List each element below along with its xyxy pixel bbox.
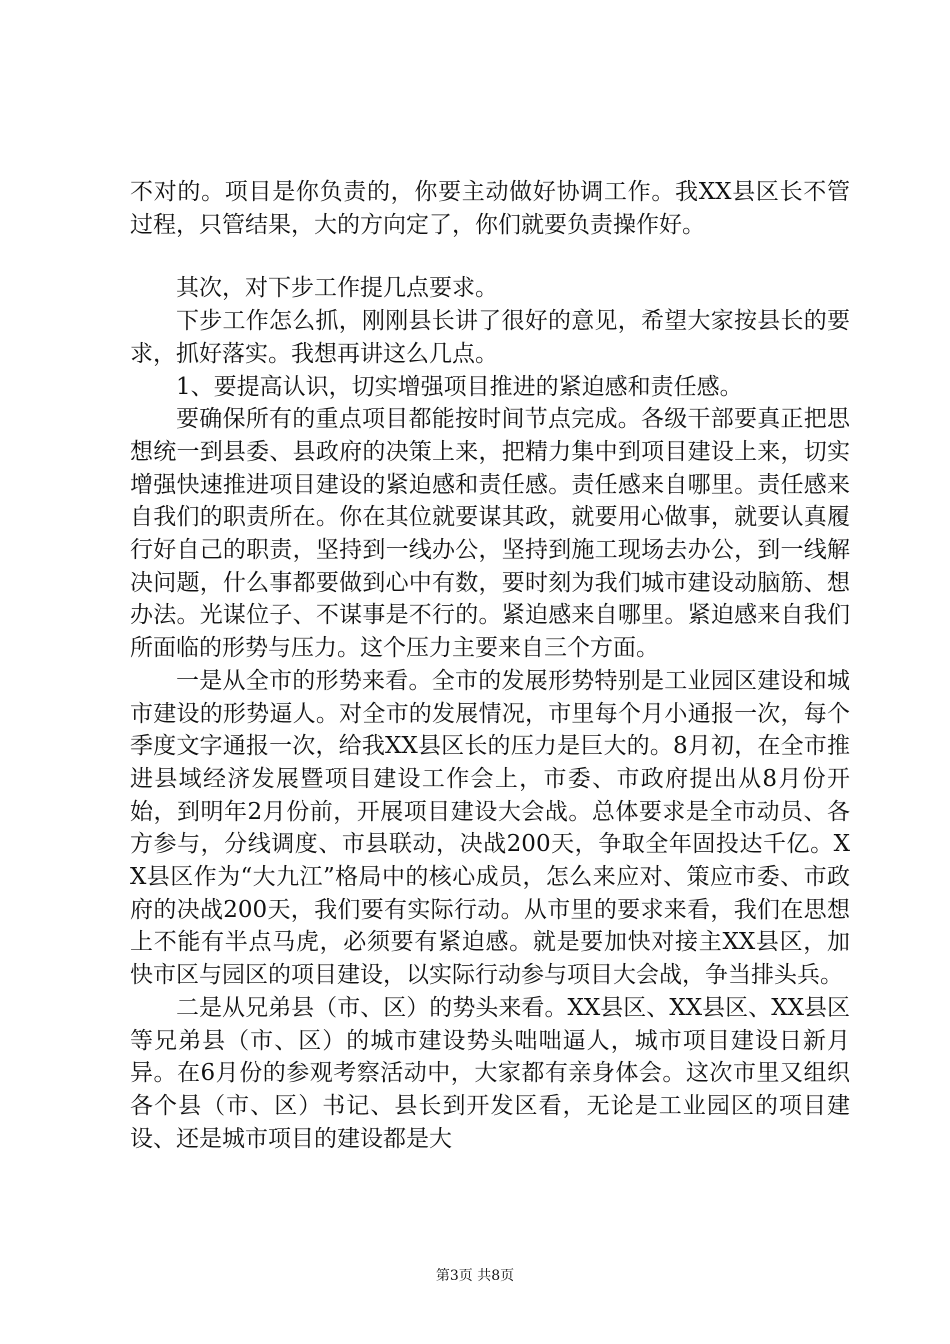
document-body xyxy=(130,176,850,1155)
page-number-footer: 第3页 共8页 xyxy=(435,1268,515,1284)
paragraph-city-situation: 一是从全市的形势来看。全市的发展形势特别是工业园区建设和城市建设的形势逼人。对全市的发展情况，市里每个月小通报一次，每个季度文字通报一次，给我XX县区长的压力是巨大的。8月初，在全市推进县域经济发展暨项目建设工作会上，市委、市政府提出从8月份开始，到明年2月份前，开展项目建设大会战。总体要求是全市动员、各方参与，分线调度、市县联动，决战200天，争取全年固投达千亿。XX县区作为“大九江”格局中的核心成员，怎么来应对、策应市委、市政府的决战200天，我们要有实际行动。从市里的要求来看，我们在思想上不能有半点马虎，必须要有紧迫感。就是要加快对接主XX县区，加快市区与园区的项目建设，以实际行动参与项目大会战，争当排头兵。 xyxy=(130,667,850,989)
paragraph-continuation: 不对的。项目是你负责的，你要主动做好协调工作。我XX县区长不管过程，只管结果，大的方向定了，你们就要负责操作好。 xyxy=(130,179,850,238)
paragraph-requirements-intro: 其次，对下步工作提几点要求。 xyxy=(176,275,498,302)
paragraph-sibling-counties: 二是从兄弟县（市、区）的势头来看。XX县区、XX县区、XX县区等兄弟县（市、区）的城市建设势头咄咄逼人，城市项目建设日新月异。在6月份的参观考察活动中，大家都有亲身体会。这次市里又组织各个县（市、区）书记、县长到开发区看，无论是工业园区的项目建设、还是城市项目的建设都是大 xyxy=(130,994,850,1152)
paragraph-next-steps: 下步工作怎么抓，刚刚县长讲了很好的意见，希望大家按县长的要求，抓好落实。我想再讲这么几点。 xyxy=(130,308,850,367)
paragraph-responsibility: 要确保所有的重点项目都能按时间节点完成。各级干部要真正把思想统一到县委、县政府的决策上来，把精力集中到项目建设上来，切实增强快速推进项目建设的紧迫感和责任感。责任感来自哪里。责任感来自我们的职责所在。你在其位就要谋其政，就要用心做事，就要认真履行好自己的职责，坚持到一线办公，坚持到施工现场去办公，到一线解决问题，什么事都要做到心中有数，要时刻为我们城市建设动脑筋、想办法。光谋位子、不谋事是不行的。紧迫感来自哪里。紧迫感来自我们所面临的形势与压力。这个压力主要来自三个方面。 xyxy=(130,406,850,662)
section-heading-1: 1、要提高认识，切实增强项目推进的紧迫感和责任感。 xyxy=(176,373,743,400)
